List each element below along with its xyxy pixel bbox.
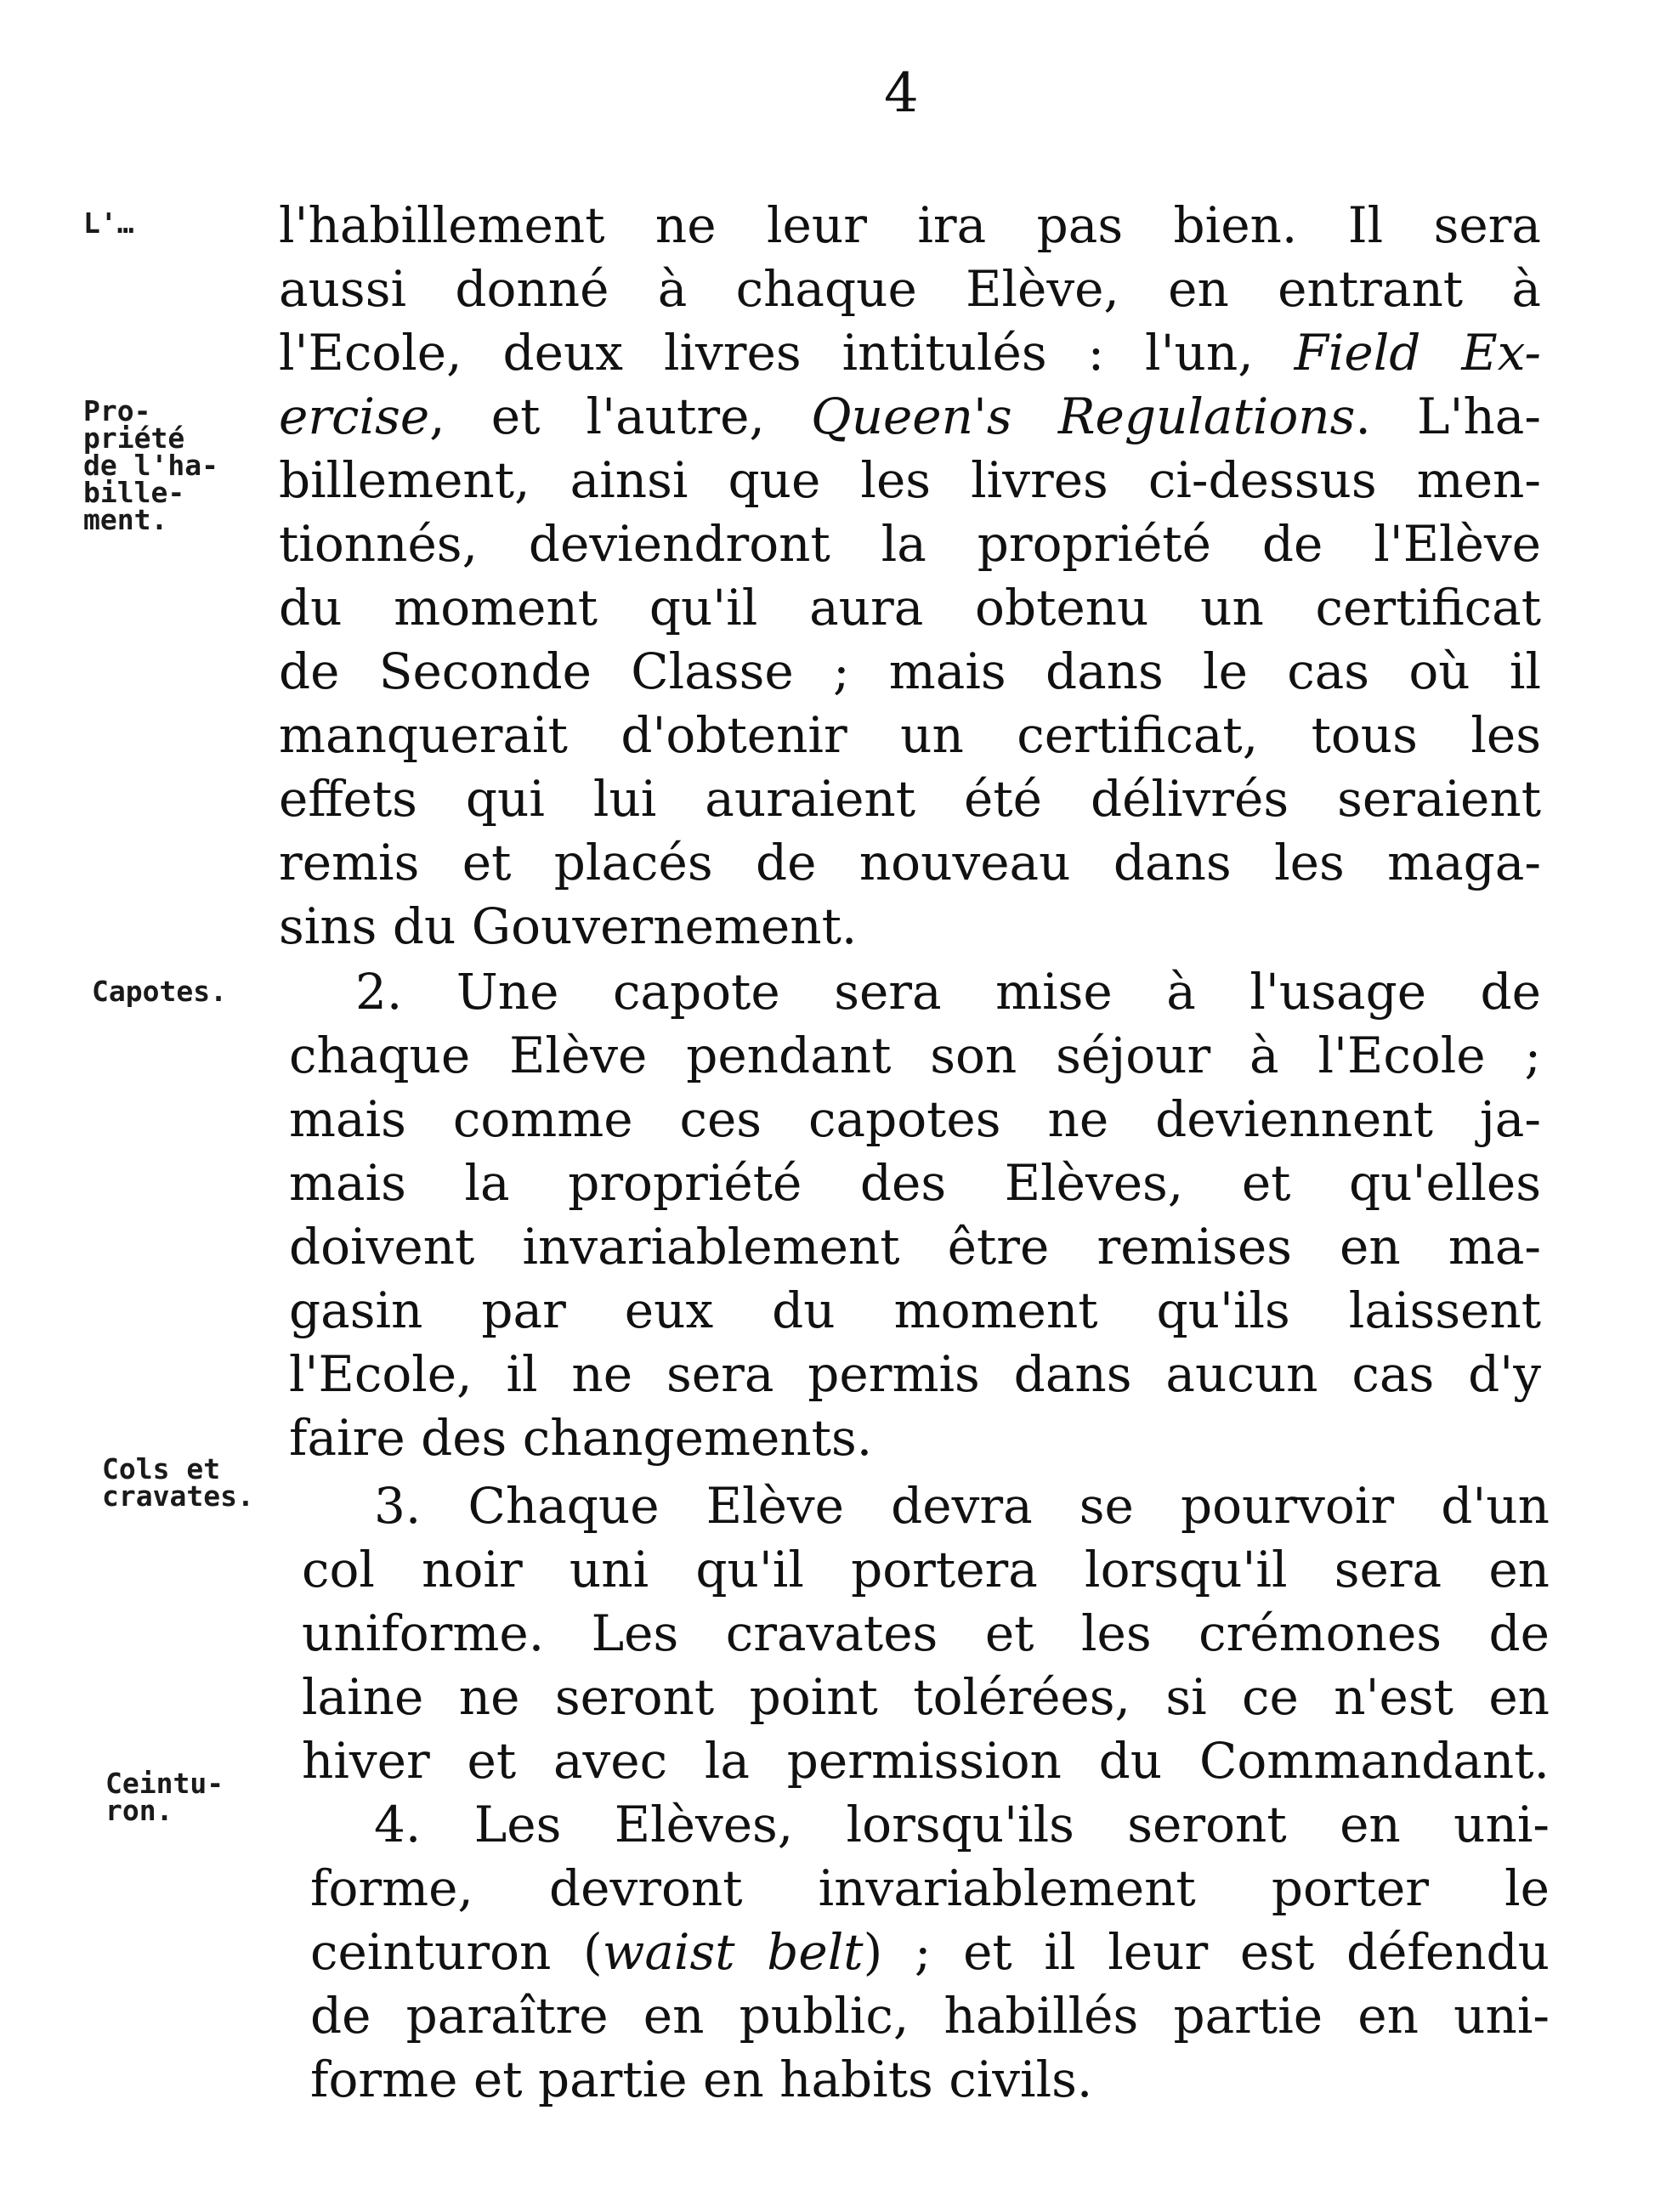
text-line: chaque Elève pendant son séjour à l'Ecole ;: [289, 1027, 1541, 1084]
text-fragment: , et l'autre,: [429, 388, 812, 445]
text-line: 2. Une capote sera mise à l'usage de: [355, 963, 1541, 1021]
text-line: tionnés, deviendront la propriété de l'Elève: [279, 515, 1541, 573]
text-line: billement, ainsi que les livres ci-dessus men-: [279, 451, 1541, 509]
margin-note-line: L'…: [83, 206, 134, 240]
margin-note-line: de l'ha-: [83, 449, 218, 482]
margin-note-propriete: [83, 394, 218, 536]
text-line: 4. Les Elèves, lorsqu'ils seront en uni-: [374, 1796, 1550, 1853]
margin-note-cols-cravates: [102, 1452, 254, 1513]
margin-note-capotes: [92, 975, 227, 1008]
text-line: aussi donné à chaque Elève, en entrant à: [279, 260, 1541, 318]
text-line: mais comme ces capotes ne deviennent ja-: [289, 1090, 1541, 1148]
margin-note-line: priété: [83, 421, 185, 455]
text-line: doivent invariablement être remises en ma-: [289, 1218, 1541, 1276]
italic-fragment: Field Ex-: [1294, 324, 1542, 382]
text-line: [279, 321, 1541, 385]
text-line: mais la propriété des Elèves, et qu'elles: [289, 1154, 1541, 1212]
text-fragment: l'Ecole, deux livres intitulés : l'un,: [279, 324, 1295, 382]
text-line: de Seconde Classe ; mais dans le cas où il: [279, 642, 1541, 700]
margin-note-ceinturon: [105, 1767, 224, 1827]
text-line: effets qui lui auraient été délivrés seraient: [279, 770, 1541, 828]
margin-note-line: Cols et: [102, 1452, 221, 1485]
text-line: faire des changements.: [289, 1409, 873, 1467]
text-fragment: ceinturon (: [310, 1923, 603, 1981]
text-line: manquerait d'obtenir un certificat, tous les: [279, 706, 1541, 764]
margin-note-line: bille-: [83, 476, 185, 509]
italic-fragment: Queen's Regulations: [811, 388, 1356, 445]
italic-fragment: waist belt: [602, 1923, 864, 1981]
text-line: col noir uni qu'il portera lorsqu'il sera en: [302, 1541, 1550, 1598]
text-fragment: ) ; et il leur est défendu: [863, 1923, 1550, 1981]
text-line: gasin par eux du moment qu'ils laissent: [289, 1281, 1541, 1339]
text-line: sins du Gouvernement.: [279, 897, 858, 955]
margin-note-line: Ceintu-: [105, 1767, 224, 1800]
text-line: remis et placés de nouveau dans les maga-: [279, 834, 1541, 891]
text-line: [279, 385, 1541, 449]
text-line: forme et partie en habits civils.: [310, 2051, 1093, 2108]
margin-note-line: ment.: [83, 503, 168, 536]
margin-note-line: Capotes.: [92, 975, 227, 1008]
text-line: du moment qu'il aura obtenu un certificat: [279, 579, 1541, 636]
margin-note-top: [83, 206, 134, 240]
text-line: l'habillement ne leur ira pas bien. Il sera: [279, 196, 1541, 254]
text-line: [310, 1921, 1550, 1984]
margin-note-line: ron.: [105, 1794, 173, 1827]
text-line: de paraître en public, habillés partie en uni-: [310, 1987, 1550, 2045]
margin-note-line: Pro-: [83, 394, 151, 427]
text-line: 3. Chaque Elève devra se pourvoir d'un: [374, 1477, 1550, 1535]
margin-note-line: cravates.: [102, 1479, 254, 1513]
text-line: forme, devront invariablement porter le: [310, 1859, 1550, 1917]
text-line: laine ne seront point tolérées, si ce n'est en: [302, 1668, 1550, 1726]
page-number: 4: [884, 62, 919, 125]
text-line: hiver et avec la permission du Commandant.: [302, 1732, 1550, 1790]
italic-fragment: ercise: [279, 388, 430, 445]
text-line: l'Ecole, il ne sera permis dans aucun cas d'y: [289, 1345, 1541, 1403]
text-fragment: . L'ha-: [1355, 388, 1541, 445]
text-line: uniforme. Les cravates et les crémones de: [302, 1604, 1550, 1662]
